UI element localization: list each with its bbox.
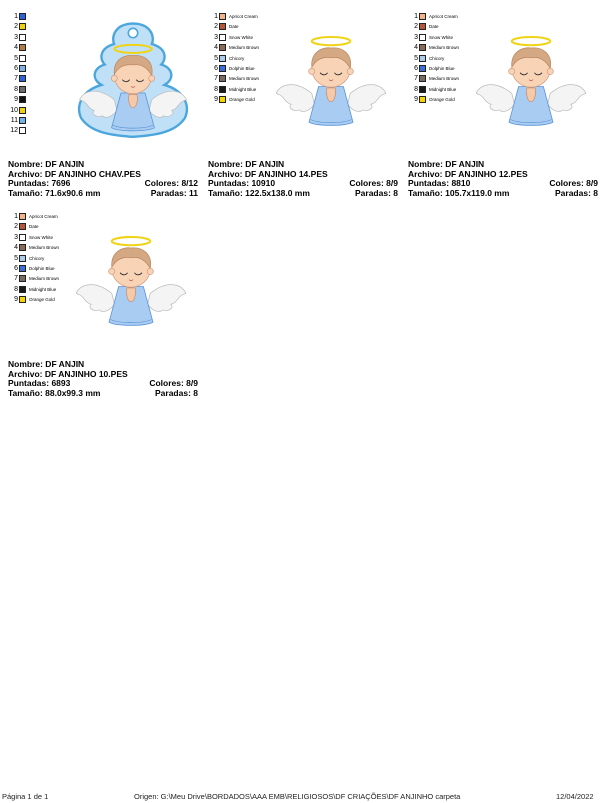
thread-color-name: Medium Brown bbox=[229, 76, 260, 82]
stitch-count: Puntadas: 7696 bbox=[8, 178, 71, 188]
swatch-row bbox=[8, 295, 55, 304]
swatch-row bbox=[408, 43, 459, 52]
thread-color-name: Chicory bbox=[429, 55, 445, 61]
swatch-number: 9 bbox=[414, 96, 418, 104]
thread-color-name: Apricot Cream bbox=[429, 14, 458, 19]
color-swatch bbox=[19, 213, 26, 220]
swatch-row bbox=[8, 43, 29, 52]
stitch-count: Puntadas: 8810 bbox=[408, 178, 471, 188]
swatch-row bbox=[8, 222, 39, 231]
swatch-number: 9 bbox=[14, 296, 18, 304]
color-swatch bbox=[219, 75, 226, 82]
design-file: Archivo: DF ANJINHO 12.PES bbox=[408, 168, 528, 179]
swatch-row bbox=[408, 54, 444, 63]
swatch-number: 1 bbox=[214, 13, 218, 20]
thread-color-name: Orange Gold bbox=[429, 97, 455, 103]
angel-illustration bbox=[476, 18, 586, 144]
thread-color-name: Date bbox=[229, 24, 239, 30]
thread-color-name: Chicory bbox=[29, 255, 45, 261]
color-swatch bbox=[419, 55, 426, 62]
design-size: Tamaño: 88.0x99.3 mm bbox=[8, 387, 101, 398]
angel-illustration bbox=[76, 218, 186, 344]
swatch-row bbox=[208, 43, 259, 52]
color-swatch bbox=[19, 127, 26, 134]
color-swatch bbox=[19, 275, 26, 282]
swatch-number: 6 bbox=[414, 65, 418, 72]
swatch-number: 7 bbox=[14, 75, 18, 83]
swatch-row bbox=[208, 33, 253, 42]
design-file: Archivo: DF ANJINHO 14.PES bbox=[208, 168, 328, 179]
swatch-number: 1 bbox=[14, 13, 18, 20]
color-count: Colores: 8/12 bbox=[144, 178, 198, 188]
stop-count: Paradas: 8 bbox=[155, 387, 198, 398]
thread-color-name: Snow White bbox=[429, 34, 454, 40]
swatch-number: 4 bbox=[14, 244, 18, 252]
design-info bbox=[8, 360, 198, 398]
swatch-row bbox=[8, 12, 29, 21]
thread-color-name: Midnight Blue bbox=[429, 86, 457, 92]
swatch-row bbox=[8, 254, 44, 263]
swatch-row bbox=[8, 126, 29, 135]
design-card bbox=[8, 212, 198, 402]
color-swatch bbox=[19, 34, 26, 41]
swatch-row bbox=[8, 54, 29, 63]
color-swatch bbox=[19, 55, 26, 62]
design-info bbox=[408, 160, 598, 198]
design-name: Nombre: DF ANJIN bbox=[8, 359, 85, 369]
thread-color-name: Snow White bbox=[29, 234, 54, 240]
swatch-row bbox=[408, 85, 456, 94]
swatch-row bbox=[8, 85, 29, 94]
swatch-row bbox=[8, 233, 53, 242]
color-swatch bbox=[219, 86, 226, 93]
design-card bbox=[408, 12, 598, 202]
swatch-number: 4 bbox=[214, 44, 218, 52]
swatch-number: 4 bbox=[414, 44, 418, 52]
swatch-number: 7 bbox=[14, 275, 18, 283]
thread-color-name: Apricot Cream bbox=[229, 14, 258, 19]
color-swatch bbox=[419, 34, 426, 41]
color-swatch bbox=[219, 23, 226, 30]
design-size: Tamaño: 105.7x119.0 mm bbox=[408, 187, 510, 198]
stop-count: Paradas: 11 bbox=[150, 187, 198, 198]
color-swatch bbox=[419, 96, 426, 103]
design-card bbox=[208, 12, 398, 202]
swatch-number: 2 bbox=[14, 223, 18, 231]
swatch-number: 6 bbox=[214, 65, 218, 72]
color-swatch bbox=[419, 65, 426, 72]
thread-color-name: Date bbox=[29, 224, 39, 230]
swatch-number: 1 bbox=[414, 13, 418, 20]
color-count: Colores: 8/9 bbox=[549, 178, 598, 188]
swatch-row bbox=[208, 12, 258, 21]
color-swatch bbox=[19, 13, 26, 20]
swatch-row bbox=[8, 106, 29, 115]
swatch-number: 9 bbox=[14, 96, 18, 104]
angel-illustration bbox=[276, 18, 386, 144]
design-file: Archivo: DF ANJINHO CHAV.PES bbox=[8, 168, 141, 179]
swatch-number: 6 bbox=[14, 65, 18, 72]
swatch-row bbox=[8, 264, 55, 273]
swatch-number: 12 bbox=[10, 127, 18, 135]
color-swatch bbox=[419, 75, 426, 82]
swatch-number: 5 bbox=[14, 54, 18, 62]
swatch-number: 2 bbox=[214, 23, 218, 31]
swatch-number: 11 bbox=[10, 117, 18, 124]
color-count: Colores: 8/9 bbox=[149, 378, 198, 388]
swatch-number: 5 bbox=[414, 54, 418, 62]
design-size: Tamaño: 71.6x90.6 mm bbox=[8, 187, 101, 198]
swatch-number: 9 bbox=[214, 96, 218, 104]
swatch-row bbox=[208, 95, 255, 104]
footer-date: 12/04/2022 bbox=[556, 792, 594, 801]
thread-color-name: Orange Gold bbox=[29, 297, 55, 303]
thread-color-name: Medium Brown bbox=[429, 45, 460, 51]
color-swatch bbox=[19, 223, 26, 230]
thread-color-name: Medium Brown bbox=[229, 45, 260, 51]
thread-color-name: Dolphin Blue bbox=[229, 66, 255, 71]
swatch-number: 3 bbox=[214, 33, 218, 41]
color-swatch bbox=[419, 44, 426, 51]
swatch-row bbox=[408, 64, 455, 73]
color-swatch bbox=[19, 86, 26, 93]
swatch-number: 6 bbox=[14, 265, 18, 272]
swatch-row bbox=[8, 74, 29, 83]
design-size: Tamaño: 122.5x138.0 mm bbox=[208, 187, 310, 198]
thread-color-name: Apricot Cream bbox=[29, 214, 58, 219]
color-swatch bbox=[19, 75, 26, 82]
swatch-number: 1 bbox=[14, 213, 18, 220]
design-name: Nombre: DF ANJIN bbox=[408, 159, 485, 169]
swatch-number: 4 bbox=[14, 44, 18, 52]
stitch-count: Puntadas: 10910 bbox=[208, 178, 276, 188]
swatch-row bbox=[8, 64, 29, 73]
color-count: Colores: 8/9 bbox=[349, 178, 398, 188]
color-swatch bbox=[219, 96, 226, 103]
thread-color-name: Chicory bbox=[229, 55, 245, 61]
color-swatch bbox=[19, 107, 26, 114]
swatch-row bbox=[208, 54, 244, 63]
swatch-row bbox=[8, 274, 59, 283]
thread-color-name: Medium Brown bbox=[29, 245, 60, 251]
swatch-number: 7 bbox=[214, 75, 218, 83]
color-swatch bbox=[19, 265, 26, 272]
swatch-row bbox=[208, 64, 255, 73]
thread-color-name: Midnight Blue bbox=[229, 86, 257, 92]
swatch-number: 7 bbox=[414, 75, 418, 83]
swatch-number: 5 bbox=[214, 54, 218, 62]
color-swatch bbox=[19, 23, 26, 30]
swatch-row bbox=[408, 74, 459, 83]
color-swatch bbox=[219, 55, 226, 62]
swatch-number: 3 bbox=[14, 33, 18, 41]
design-name: Nombre: DF ANJIN bbox=[8, 159, 85, 169]
swatch-row bbox=[408, 12, 458, 21]
thread-color-name: Date bbox=[429, 24, 439, 30]
swatch-number: 2 bbox=[414, 23, 418, 31]
design-info bbox=[8, 160, 198, 198]
swatch-row bbox=[408, 33, 453, 42]
stitch-count: Puntadas: 6893 bbox=[8, 378, 71, 388]
stop-count: Paradas: 8 bbox=[555, 187, 598, 198]
swatch-row bbox=[8, 212, 58, 221]
color-swatch bbox=[219, 65, 226, 72]
swatch-number: 8 bbox=[214, 85, 218, 93]
color-swatch bbox=[19, 234, 26, 241]
thread-color-name: Dolphin Blue bbox=[429, 66, 455, 71]
design-name: Nombre: DF ANJIN bbox=[208, 159, 285, 169]
color-swatch bbox=[419, 86, 426, 93]
swatch-number: 5 bbox=[14, 254, 18, 262]
stop-count: Paradas: 8 bbox=[355, 187, 398, 198]
thread-color-name: Midnight Blue bbox=[29, 286, 57, 292]
color-swatch bbox=[19, 255, 26, 262]
swatch-row bbox=[8, 33, 29, 42]
swatch-number: 3 bbox=[14, 233, 18, 241]
color-swatch bbox=[219, 44, 226, 51]
thread-color-name: Medium Brown bbox=[29, 276, 60, 282]
color-swatch bbox=[419, 13, 426, 20]
design-card bbox=[8, 12, 198, 202]
angel-keychain-illustration bbox=[68, 22, 198, 140]
thread-color-name: Orange Gold bbox=[229, 97, 255, 103]
thread-color-name: Dolphin Blue bbox=[29, 266, 55, 271]
swatch-row bbox=[8, 285, 56, 294]
swatch-row bbox=[8, 22, 29, 31]
color-swatch bbox=[19, 286, 26, 293]
color-swatch bbox=[419, 23, 426, 30]
swatch-number: 10 bbox=[10, 106, 18, 114]
swatch-number: 8 bbox=[14, 285, 18, 293]
color-swatch bbox=[219, 34, 226, 41]
swatch-row bbox=[408, 95, 455, 104]
swatch-number: 2 bbox=[14, 23, 18, 31]
thread-color-name: Snow White bbox=[229, 34, 254, 40]
swatch-row bbox=[8, 243, 59, 252]
color-swatch bbox=[219, 13, 226, 20]
swatch-row bbox=[208, 74, 259, 83]
swatch-number: 8 bbox=[14, 85, 18, 93]
color-swatch bbox=[19, 296, 26, 303]
swatch-row bbox=[8, 95, 29, 104]
swatch-number: 3 bbox=[414, 33, 418, 41]
design-info bbox=[208, 160, 398, 198]
color-swatch bbox=[19, 44, 26, 51]
design-file: Archivo: DF ANJINHO 10.PES bbox=[8, 368, 128, 379]
thread-color-name: Medium Brown bbox=[429, 76, 460, 82]
swatch-row bbox=[408, 22, 439, 31]
swatch-row bbox=[8, 116, 29, 125]
color-swatch bbox=[19, 244, 26, 251]
color-swatch bbox=[19, 117, 26, 124]
footer-page-number: Página 1 de 1 bbox=[2, 792, 49, 801]
swatch-number: 8 bbox=[414, 85, 418, 93]
swatch-row bbox=[208, 22, 239, 31]
footer-origin-path: Origen: G:\Meu Drive\BORDADOS\AAA EMB\RELIGIOSOS\DF CRIAÇÕES\DF ANJINHO carpeta bbox=[134, 792, 461, 801]
swatch-row bbox=[208, 85, 256, 94]
color-swatch bbox=[19, 96, 26, 103]
color-swatch bbox=[19, 65, 26, 72]
